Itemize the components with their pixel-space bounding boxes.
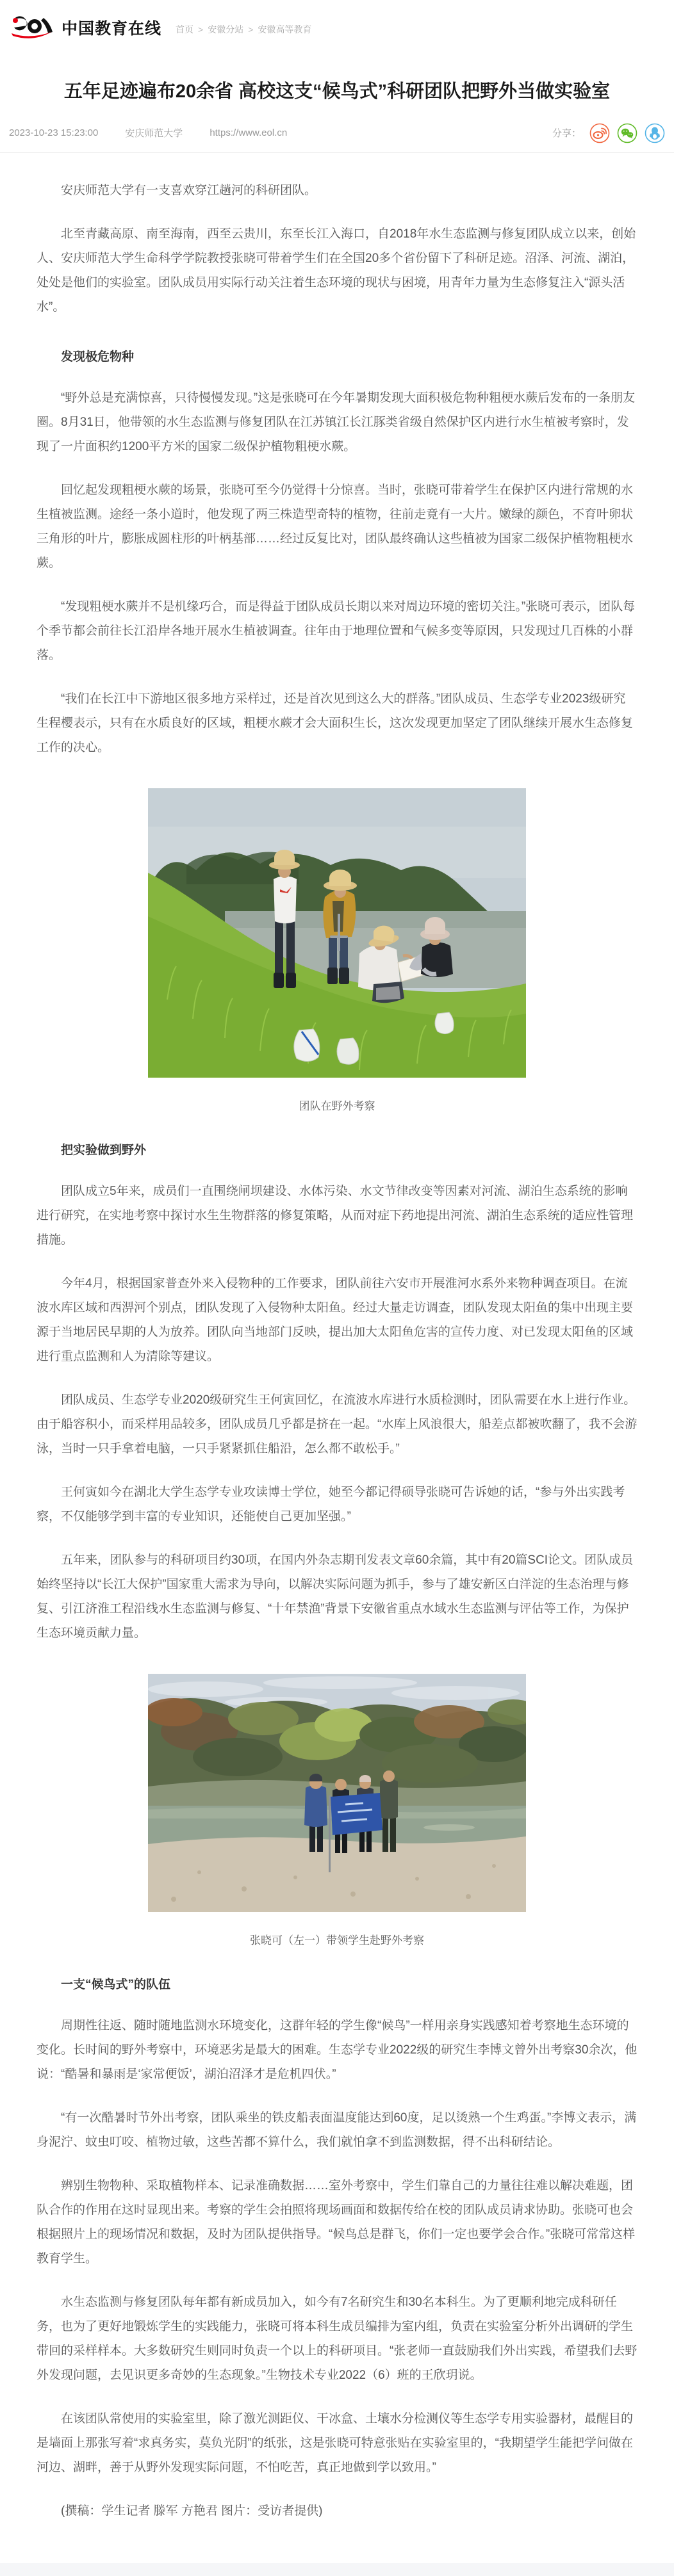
paragraph: 安庆师范大学有一支喜欢穿江趟河的科研团队。: [61, 183, 317, 197]
photo-caption: 团队在野外考察: [299, 1099, 375, 1112]
share-label: 分享：: [552, 128, 581, 140]
paragraph: 五年来，团队参与的科研项目约30项，在国内外杂志期刊发表文章60余篇，其中有20篇SCI论文。团队成员始终坚持以“长江大保护”国家重大需求为导向，以解决实际问题为抓手，参与了雄安新区白洋淀的生态治理与修复、引江济淮工程沿线水生态监测与修复、“十年禁渔”背景下安徽省重点水域水生态监测与评估等工作，为保护生态环境贡献力量。: [37, 1553, 634, 1640]
page-title: 五年足迹遍布20余省 高校这支“候鸟式”科研团队把野外当做实验室: [63, 81, 611, 102]
article-body: [0, 153, 674, 2523]
breadcrumb-anhui-station[interactable]: 安徽分站: [208, 24, 244, 35]
paragraph: 团队成员、生态学专业2020级研究生王何寅回忆，在流波水库进行水质检测时，团队需要在水上进行作业。由于船容积小，而采样用品较多，团队成员几乎都是挤在一起。“水库上风浪很大，船差点都被吹翻了，我不会游泳，当时一只手拿着电脑，一只手紧紧抓住船沿，怎么都不敢松手。”: [37, 1393, 637, 1455]
paragraph: 团队成立5年来，成员们一直围绕闸坝建设、水体污染、水文节律改变等因素对河流、湖泊生态系统的影响进行研究，在实地考察中探讨水生生物群落的修复策略，从而对症下药地提出河流、湖泊生态系统的适应性管理措施。: [37, 1184, 634, 1247]
paragraph: 周期性往返、随时随地监测水环境变化，这群年轻的学生像“候鸟”一样用亲身实践感知着考察地生态环境的变化。长时间的野外考察中，环境恶劣是最大的困难。生态学专业2022级的研究生李博文曾外出考察30余次，他说：“酷暑和暴雨是‘家常便饭’，湖泊沼泽才是危机四伏。”: [37, 2018, 637, 2081]
qq-icon[interactable]: [645, 123, 665, 143]
breadcrumb: [176, 19, 311, 36]
paragraph: “有一次酷暑时节外出考察，团队乘坐的铁皮船表面温度能达到60度，足以烫熟一个生鸡蛋。”李博文表示，满身泥泞、蚊虫叮咬、植物过敏，这些苦都不算什么，我们就怕拿不到监测数据，得不出科研结论。: [37, 2110, 637, 2149]
eol-logo-icon: [10, 13, 56, 42]
paragraph: 辨别生物物种、采取植物样本、记录准确数据……室外考察中，学生们靠自己的力量往往难以解决难题，团队合作的作用在这时显现出来。考察的学生会拍照将现场画面和数据传给在校的团队成员请求协助。张晓可也会根据照片上的现场情况和数据，及时为团队提供指导。“候鸟总是群飞，你们一定也要学会合作。”张晓可常常这样教育学生。: [37, 2178, 636, 2265]
breadcrumb-home[interactable]: 首页: [176, 24, 194, 35]
publish-date: 2023-10-23 15:23:00: [9, 127, 99, 139]
paragraph: 在该团队常使用的实验室里，除了激光测距仪、干冰盒、土壤水分检测仪等生态学专用实验器材，最醒目的是墙面上那张写着“求真务实，莫负光阴”的纸张，这是张晓可特意张贴在实验室里的，“我期望学生能把学问做在河边、湖畔，善于从野外发现实际问题，不怕吃苦，真正地做到学以致用。”: [37, 2411, 634, 2474]
paragraph: 王何寅如今在湖北大学生态学专业攻读博士学位，她至今都记得硕导张晓可告诉她的话，“参与外出实践考察，不仅能够学到丰富的专业知识，还能使自己更加坚强。”: [37, 1485, 625, 1523]
paragraph: 今年4月，根据国家普查外来入侵物种的工作要求，团队前往六安市开展淮河水系外来物种调查项目。在流波水库区域和西淠河个别点，团队发现了入侵物种太阳鱼。经过大量走访调查，团队发现太阳鱼的集中出现主要源于当地居民早期的人为放养。团队向当地部门反映，提出加大太阳鱼危害的宣传力度、对已发现太阳鱼的区域进行重点监测和人为清除等建议。: [37, 1276, 634, 1363]
section-heading-field-experiments: 把实验做到野外: [61, 1143, 147, 1157]
section-heading-discovery: 发现极危物种: [61, 350, 135, 364]
paragraph: “发现粗梗水蕨并不是机缘巧合，而是得益于团队成员长期以来对周边环境的密切关注。”张晓可表示，团队每个季节都会前往长江沿岸各地开展水生植被调查。往年由于地理位置和气候多变等原因，只发现过几百株的小群落。: [37, 599, 636, 662]
site-logo-text: 中国教育在线: [62, 19, 162, 38]
breadcrumb-separator: >: [198, 24, 204, 35]
share-toolbar: [552, 123, 665, 143]
paragraph: “野外总是充满惊喜，只待慢慢发现。”这是张晓可在今年暑期发现大面积极危物种粗梗水蕨后发布的一条朋友圈。8月31日，他带领的水生态监测与修复团队在江苏镇江长江豚类省级自然保护区内进行水生植被考察时，发现了一片面积约1200平方米的国家二级保护植物粗梗水蕨。: [37, 391, 636, 453]
site-logo[interactable]: [10, 13, 161, 42]
wechat-icon[interactable]: [617, 123, 637, 143]
figure-flag-photo: [37, 1674, 637, 1947]
article-meta-bar: [0, 106, 674, 153]
page-footer: [0, 2563, 674, 2576]
section-heading-migratory-team: 一支“候鸟式”的队伍: [61, 1977, 171, 1991]
article-source: 安庆师范大学: [125, 128, 183, 140]
paragraph: 北至青藏高原、南至海南，西至云贵川，东至长江入海口，自2018年水生态监测与修复团队成立以来，创始人、安庆师范大学生命科学学院教授张晓可带着学生们在全国20多个省份留下了科研足迹。沼泽、河流、湖泊，处处是他们的实验室。团队成员用实际行动关注着生态环境的现状与困境，用青年力量为生态修复注入“源头活水”。: [37, 227, 636, 314]
figure-field-survey: [37, 788, 637, 1113]
flag-photo: [148, 1674, 526, 1912]
breadcrumb-anhui-higher-education[interactable]: 安徽高等教育: [258, 24, 312, 35]
paragraph: 水生态监测与修复团队每年都有新成员加入，如今有7名研究生和30名本科生。为了更顺利地完成科研任务，也为了更好地锻炼学生的实践能力，张晓可将本科生成员编排为室内组，负责在实验室分析外出调研的学生带回的采样样本。大多数研究生则同时负责一个以上的科研项目。“张老师一直鼓励我们外出实践，希望我们去野外发现问题，去见识更多奇妙的生态现象。”生物技术专业2022（6）班的王欣玥说。: [37, 2295, 637, 2382]
photo-caption: 张晓可（左一）带领学生赴野外考察: [250, 1934, 424, 1947]
byline: (撰稿：学生记者 滕军 方艳君 图片：受访者提供): [61, 2504, 323, 2518]
source-url-link[interactable]: https://www.eol.cn: [210, 127, 288, 139]
site-header: [0, 0, 674, 51]
paragraph: 回忆起发现粗梗水蕨的场景，张晓可至今仍觉得十分惊喜。当时，张晓可带着学生在保护区内进行常规的水生植被监测。途经一条小道时，他发现了两三株造型奇特的植物，往前走竟有一大片。嫩绿的颜色，不育叶卵状三角形的叶片，膨胀成圆柱形的叶柄基部……经过反复比对，团队最终确认这些植被为国家二级保护植物粗梗水蕨。: [37, 483, 634, 570]
breadcrumb-separator: >: [248, 24, 254, 35]
weibo-icon[interactable]: [589, 123, 610, 143]
paragraph: “我们在长江中下游地区很多地方采样过，还是首次见到这么大的群落。”团队成员、生态学专业2023级研究生程樱表示，只有在水质良好的区域，粗梗水蕨才会大面积生长，这次发现更加坚定了团队继续开展水生态修复工作的决心。: [37, 692, 634, 754]
field-survey-photo: [148, 788, 526, 1078]
